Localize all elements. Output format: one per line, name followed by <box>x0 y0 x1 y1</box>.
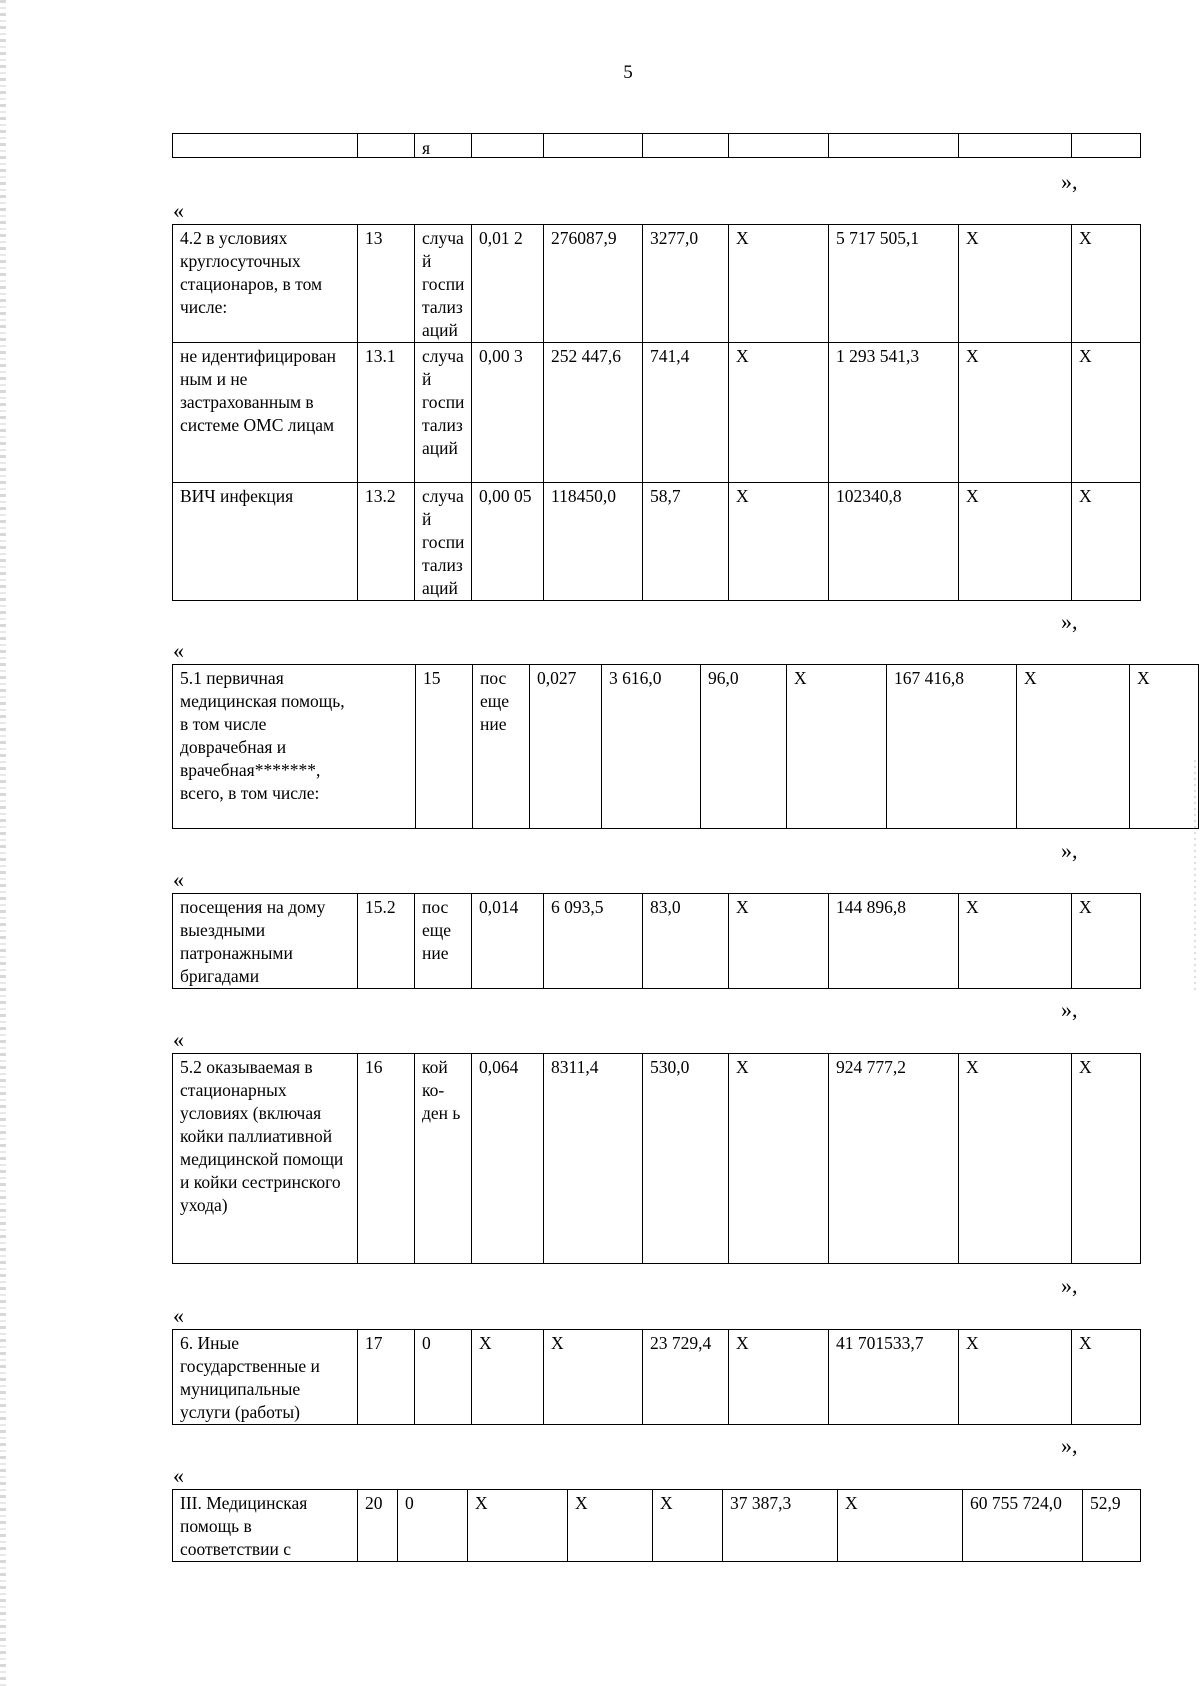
table-cell: 5.2 оказываемая в стационарных условиях (включая койки паллиативной медицинской помощи и койки сестринского ухода) <box>173 1054 358 1264</box>
closing-quote: », <box>1061 838 1078 863</box>
table-row <box>173 1054 1141 1264</box>
table-row <box>173 343 1141 483</box>
opening-quote: « <box>173 1027 184 1052</box>
table-cell: 83,0 <box>643 894 729 989</box>
table-row <box>173 225 1141 343</box>
table-cell: 6. Иные государственные и муниципальные услуги (работы) <box>173 1330 358 1425</box>
table-cell: 15.2 <box>358 894 415 989</box>
table-row <box>173 894 1141 989</box>
table-cell: III. Медицинская помощь в соответствии с <box>173 1490 358 1562</box>
table-cell: Х <box>959 1330 1072 1425</box>
table-cell: 4.2 в условиях круглосуточных стационаров, в том числе: <box>173 225 358 343</box>
table-cell: 96,0 <box>701 665 787 829</box>
table-cell: 52,9 <box>1083 1490 1141 1562</box>
table-other-services <box>172 1329 1141 1425</box>
table-cell: 0,00 3 <box>472 343 544 483</box>
table-cell: Х <box>729 343 829 483</box>
table-cell: 0,027 <box>530 665 602 829</box>
table-home-visits <box>172 893 1141 989</box>
table-cell: 16 <box>358 1054 415 1264</box>
table-cell: 118450,0 <box>544 483 643 601</box>
closing-quote: », <box>1061 997 1078 1022</box>
table-cell: 0,00 05 <box>472 483 544 601</box>
table-cell <box>643 134 729 158</box>
table-cell: Х <box>1072 894 1141 989</box>
table-primary-care <box>172 664 1199 829</box>
table-cell: 0 <box>415 1330 472 1425</box>
table-cell: Х <box>653 1490 723 1562</box>
table-cell: ВИЧ инфекция <box>173 483 358 601</box>
table-fragment <box>172 133 1141 158</box>
table-inpatient <box>172 224 1141 601</box>
table-cell: Х <box>1072 1054 1141 1264</box>
opening-quote: « <box>173 198 184 223</box>
table-cell: Х <box>729 1054 829 1264</box>
table-cell: 741,4 <box>643 343 729 483</box>
table-cell: 144 896,8 <box>829 894 959 989</box>
table-cell: 3 616,0 <box>602 665 701 829</box>
table-cell: Х <box>787 665 887 829</box>
table-cell: Х <box>568 1490 653 1562</box>
table-cell: Х <box>1130 665 1199 829</box>
table-cell: 6 093,5 <box>544 894 643 989</box>
table-cell: Х <box>1072 1330 1141 1425</box>
table-cell <box>472 134 544 158</box>
table-inpatient-palliative <box>172 1053 1141 1264</box>
table-cell: 252 447,6 <box>544 343 643 483</box>
table-cell: 15 <box>416 665 473 829</box>
table-cell <box>829 134 959 158</box>
table-cell: 924 777,2 <box>829 1054 959 1264</box>
table-cell: 0 <box>398 1490 468 1562</box>
table-cell: 0,064 <box>472 1054 544 1264</box>
table-row <box>173 134 1141 158</box>
table-cell: Х <box>1072 225 1141 343</box>
table-cell: Х <box>729 483 829 601</box>
table-cell: 3277,0 <box>643 225 729 343</box>
table-cell: Х <box>729 1330 829 1425</box>
table-cell: Х <box>959 225 1072 343</box>
table-cell: 20 <box>358 1490 398 1562</box>
closing-quote: », <box>1061 1433 1078 1458</box>
table-cell: 530,0 <box>643 1054 729 1264</box>
opening-quote: « <box>173 867 184 892</box>
table-cell: Х <box>1017 665 1130 829</box>
scan-edge-artifact <box>0 0 6 1686</box>
closing-quote: », <box>1061 609 1078 634</box>
table-cell: я <box>415 134 472 158</box>
opening-quote: « <box>173 1303 184 1328</box>
table-cell: Х <box>729 894 829 989</box>
table-cell: Х <box>959 483 1072 601</box>
table-cell <box>358 134 415 158</box>
table-cell: случа й госпи тализ аций <box>415 343 472 483</box>
table-cell: посещения на дому выездными патронажными бригадами <box>173 894 358 989</box>
closing-quote: », <box>1061 1273 1078 1298</box>
table-cell: 58,7 <box>643 483 729 601</box>
table-cell: Х <box>838 1490 963 1562</box>
closing-quote: », <box>1061 169 1078 194</box>
table-cell: Х <box>544 1330 643 1425</box>
table-cell <box>544 134 643 158</box>
table-cell: 5.1 первичная медицинская помощь, в том числе доврачебная и врачебная*******, всего, в том числе: <box>173 665 416 829</box>
table-section-iii <box>172 1489 1141 1562</box>
table-cell: 5 717 505,1 <box>829 225 959 343</box>
table-row <box>173 1330 1141 1425</box>
table-cell: 167 416,8 <box>887 665 1017 829</box>
table-cell: 13.1 <box>358 343 415 483</box>
table-row <box>173 483 1141 601</box>
table-cell: 13 <box>358 225 415 343</box>
table-cell: 17 <box>358 1330 415 1425</box>
table-cell: Х <box>1072 343 1141 483</box>
table-cell: 8311,4 <box>544 1054 643 1264</box>
table-cell <box>173 134 358 158</box>
table-cell: Х <box>472 1330 544 1425</box>
table-cell: Х <box>729 225 829 343</box>
table-cell: Х <box>959 343 1072 483</box>
table-cell: 276087,9 <box>544 225 643 343</box>
table-cell: Х <box>468 1490 568 1562</box>
table-cell: 23 729,4 <box>643 1330 729 1425</box>
opening-quote: « <box>173 638 184 663</box>
table-cell: 0,014 <box>472 894 544 989</box>
table-row <box>173 665 1199 829</box>
table-cell: случа й госпи тализ аций <box>415 225 472 343</box>
table-cell: не идентифицирован ным и не застрахованным в системе ОМС лицам <box>173 343 358 483</box>
table-cell: 13.2 <box>358 483 415 601</box>
table-cell: пос еще ние <box>415 894 472 989</box>
table-cell: Х <box>959 894 1072 989</box>
table-cell: случа й госпи тализ аций <box>415 483 472 601</box>
table-cell: кой ко- ден ь <box>415 1054 472 1264</box>
table-cell <box>1072 134 1141 158</box>
table-cell: 0,01 2 <box>472 225 544 343</box>
table-cell: 37 387,3 <box>723 1490 838 1562</box>
table-cell: Х <box>1072 483 1141 601</box>
table-cell: 41 701533,7 <box>829 1330 959 1425</box>
table-row <box>173 1490 1141 1562</box>
page-number: 5 <box>623 62 633 83</box>
table-cell: Х <box>959 1054 1072 1264</box>
table-cell: 1 293 541,3 <box>829 343 959 483</box>
table-cell: 102340,8 <box>829 483 959 601</box>
opening-quote: « <box>173 1463 184 1488</box>
table-cell <box>729 134 829 158</box>
table-cell: 60 755 724,0 <box>963 1490 1083 1562</box>
table-cell: пос еще ние <box>473 665 530 829</box>
table-cell <box>959 134 1072 158</box>
